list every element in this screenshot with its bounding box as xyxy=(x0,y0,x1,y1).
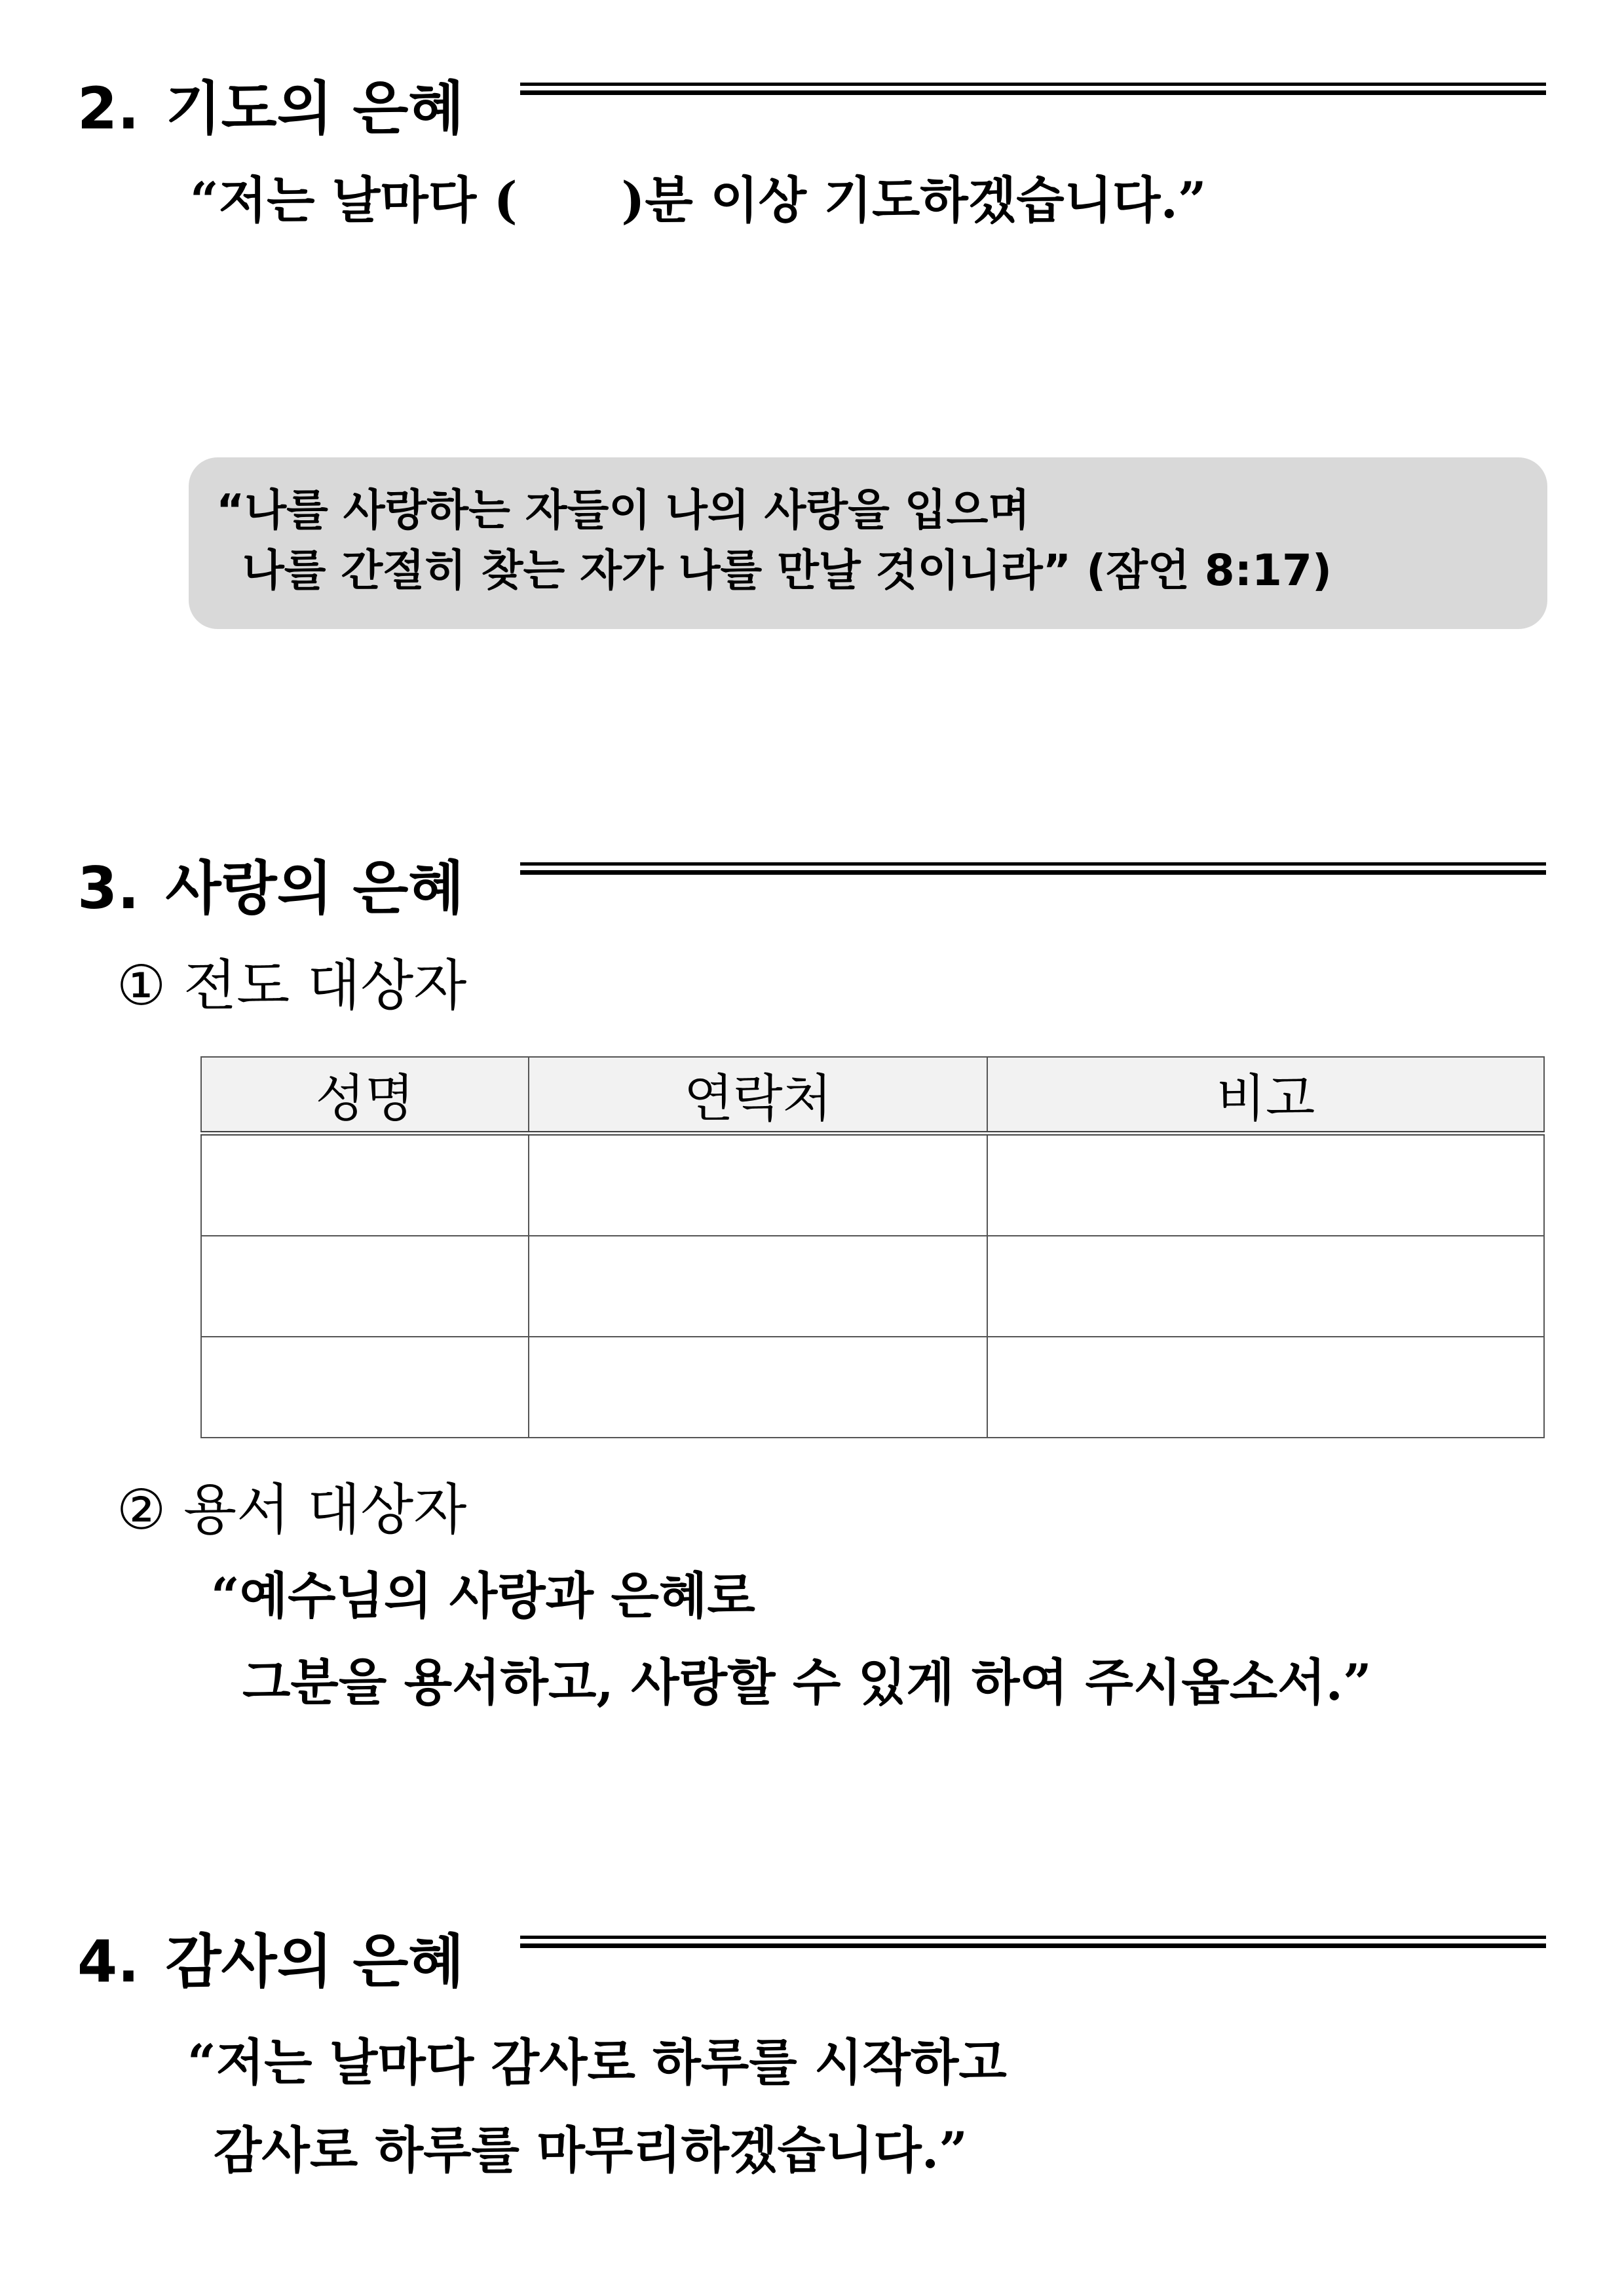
section-4-number: 4. xyxy=(77,1928,140,1995)
section-4-rule xyxy=(520,1936,1546,1947)
table-row xyxy=(201,1337,1544,1438)
contact-cell[interactable] xyxy=(529,1236,987,1337)
note-cell[interactable] xyxy=(987,1236,1544,1337)
name-cell[interactable] xyxy=(201,1236,529,1337)
evangelism-table xyxy=(200,1056,1545,1438)
section-2-rule xyxy=(520,83,1546,94)
contact-cell[interactable] xyxy=(529,1337,987,1438)
forgiveness-subheading: ② 용서 대상자 xyxy=(117,1478,467,1542)
section-3-rule xyxy=(520,862,1546,874)
forgiveness-prayer-line-2: 그분을 용서하고, 사랑할 수 있게 하여 주시옵소서.” xyxy=(242,1653,1372,1712)
note-cell[interactable] xyxy=(987,1134,1544,1236)
name-cell[interactable] xyxy=(201,1134,529,1236)
section-3-heading xyxy=(77,854,464,922)
table-row xyxy=(201,1134,1544,1236)
section-2-heading xyxy=(77,75,464,142)
header-contact: 연락처 xyxy=(529,1057,987,1134)
verse-line-1: “나를 사랑하는 자들이 나의 사랑을 입으며 xyxy=(216,485,1030,535)
forgiveness-prayer-line-1: “예수님의 사랑과 은혜로 xyxy=(211,1567,755,1625)
table-row xyxy=(201,1236,1544,1337)
section-3-title: 사랑의 은혜 xyxy=(165,854,464,922)
gratitude-pledge-line-2: 감사로 하루를 마무리하겠습니다.” xyxy=(214,2121,968,2179)
contact-cell[interactable] xyxy=(529,1134,987,1236)
name-cell[interactable] xyxy=(201,1337,529,1438)
note-cell[interactable] xyxy=(987,1337,1544,1438)
header-note: 비고 xyxy=(987,1057,1544,1134)
bible-verse-box xyxy=(189,457,1547,629)
table-header-row xyxy=(201,1057,1544,1134)
section-3-number: 3. xyxy=(77,854,140,922)
verse-line-2: 나를 간절히 찾는 자가 나를 만날 것이니라” (잠언 8:17) xyxy=(242,545,1332,596)
section-2-title: 기도의 은혜 xyxy=(165,75,464,142)
section-4-title: 감사의 은혜 xyxy=(165,1928,464,1995)
evangelism-subheading: ① 전도 대상자 xyxy=(117,953,467,1018)
gratitude-pledge-line-1: “저는 날마다 감사로 하루를 시작하고 xyxy=(187,2033,1007,2092)
header-name: 성명 xyxy=(201,1057,529,1134)
prayer-pledge: “저는 날마다 ( )분 이상 기도하겠습니다.” xyxy=(190,171,1207,229)
section-2-number: 2. xyxy=(77,75,140,142)
section-4-heading xyxy=(77,1928,464,1995)
